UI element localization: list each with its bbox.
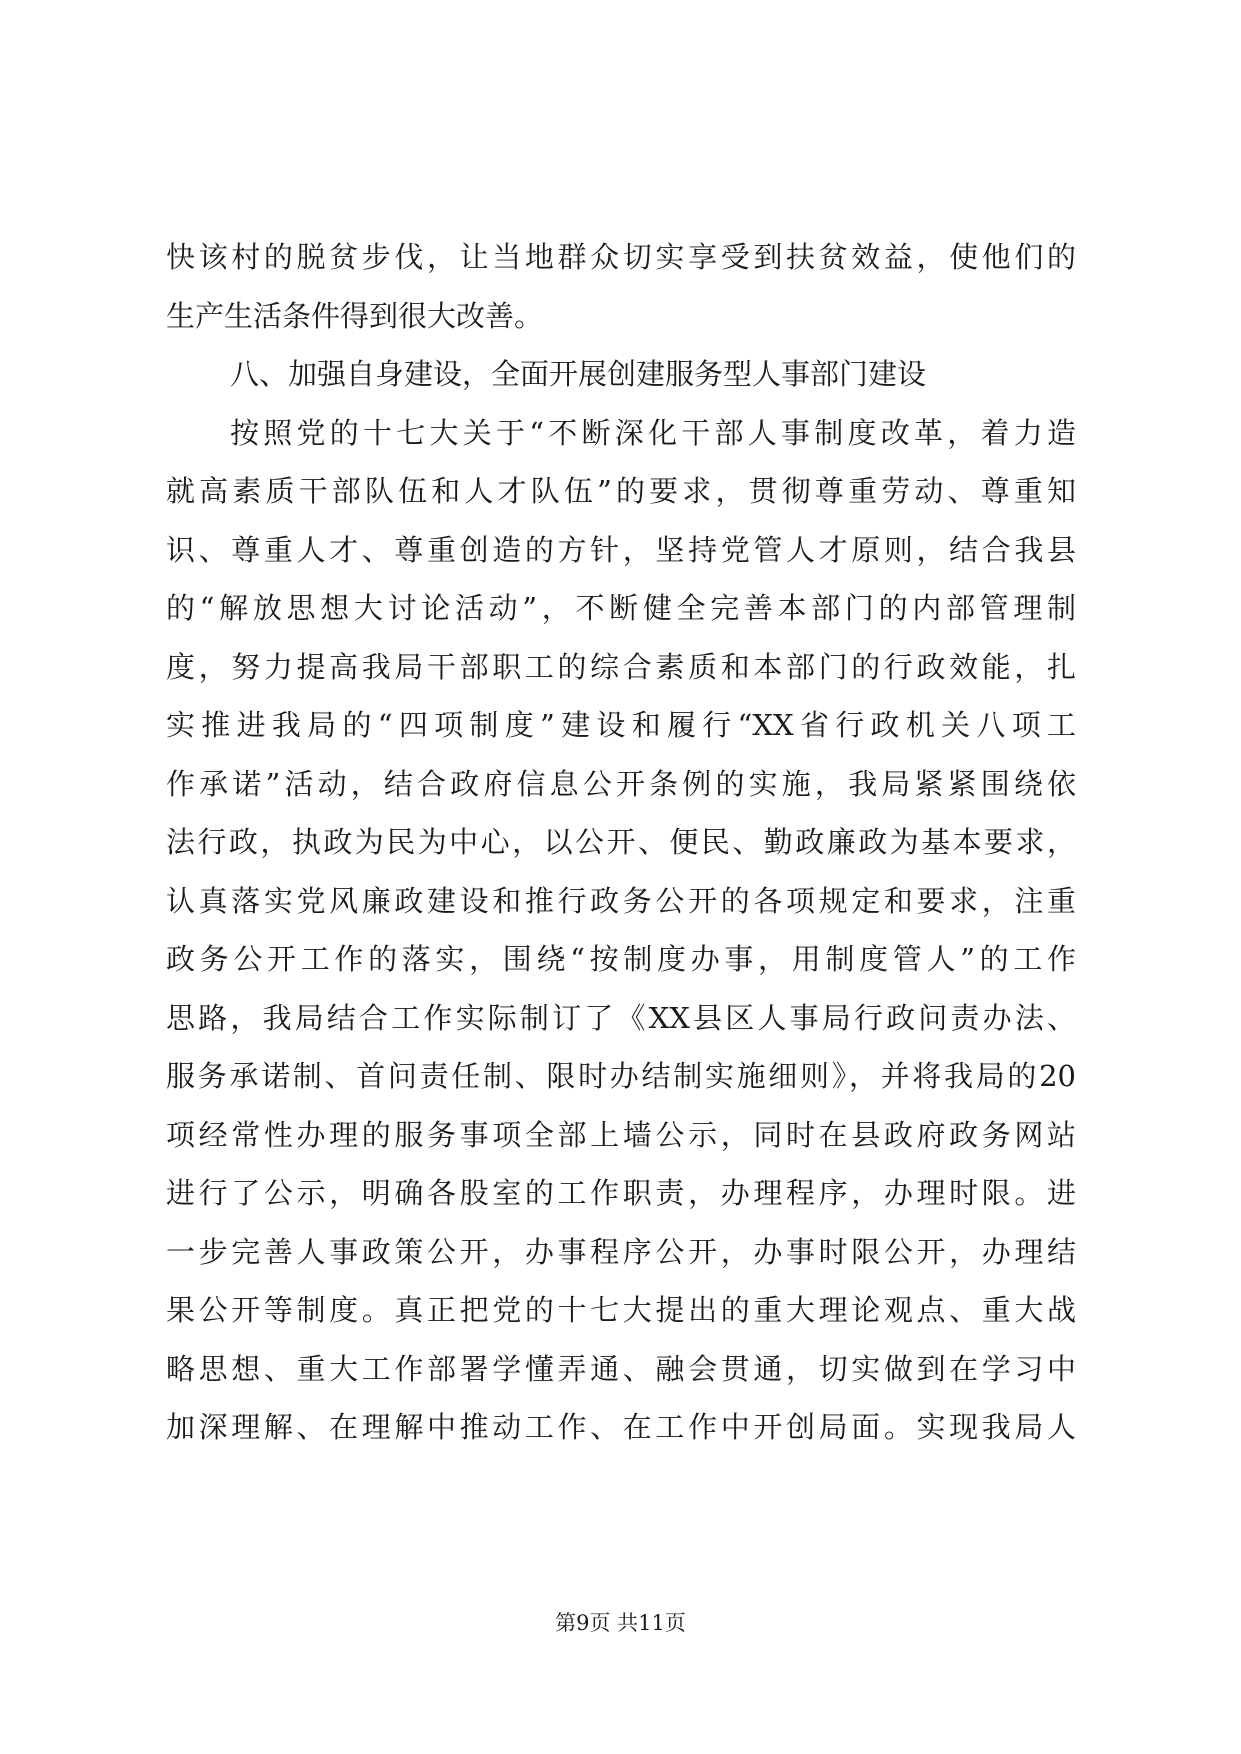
text-line: 度，努力提高我局干部职工的综合素质和本部门的行政效能，扎 — [166, 649, 1076, 684]
page-number: 第9页 共11页 — [555, 1611, 686, 1635]
body-text — [166, 228, 1076, 1457]
text-line: 生产生活条件得到很大改善。 — [166, 298, 544, 333]
text-line: 就高素质干部队伍和人才队伍”的要求，贯彻尊重劳动、尊重知 — [166, 474, 1076, 508]
text-line: 识、尊重人才、尊重创造的方针，坚持党管人才原则，结合我县 — [166, 532, 1076, 567]
text-line: 加深理解、在理解中推动工作、在工作中开创局面。实现我局人 — [166, 1410, 1076, 1444]
text-line: 的“解放思想大讨论活动”，不断健全完善本部门的内部管理制 — [166, 591, 1076, 625]
text-line: 服务承诺制、首问责任制、限时办结制实施细则》，并将我局的20 — [166, 1059, 1076, 1093]
text-line: 认真落实党风廉政建设和推行政务公开的各项规定和要求，注重 — [166, 883, 1076, 918]
text-line: 进行了公示，明确各股室的工作职责，办理程序，办理时限。进 — [166, 1176, 1076, 1210]
text-line: 项经常性办理的服务事项全部上墙公示，同时在县政府政务网站 — [166, 1117, 1076, 1152]
text-line: 按照党的十七大关于“不断深化干部人事制度改革，着力造 — [230, 415, 1076, 450]
text-line: 快该村的脱贫步伐，让当地群众切实享受到扶贫效益，使他们的 — [166, 240, 1076, 274]
text-line: 实推进我局的“四项制度”建设和履行“XX省行政机关八项工 — [166, 708, 1076, 742]
text-line: 法行政，执政为民为中心，以公开、便民、勤政廉政为基本要求， — [166, 825, 1076, 859]
text-line: 思路，我局结合工作实际制订了《XX县区人事局行政问责办法、 — [166, 1000, 1076, 1035]
text-line: 果公开等制度。真正把党的十七大提出的重大理论观点、重大战 — [166, 1293, 1076, 1327]
section-heading: 八、加强自身建设，全面开展创建服务型人事部门建设 — [230, 357, 927, 391]
text-line: 一步完善人事政策公开，办事程序公开，办事时限公开，办理结 — [166, 1234, 1076, 1269]
text-line: 政务公开工作的落实，围绕“按制度办事，用制度管人”的工作 — [166, 942, 1076, 976]
page-footer — [0, 1608, 1241, 1638]
text-line: 作承诺”活动，结合政府信息公开条例的实施，我局紧紧围绕依 — [166, 766, 1076, 801]
text-line: 略思想、重大工作部署学懂弄通、融会贯通，切实做到在学习中 — [166, 1351, 1076, 1386]
